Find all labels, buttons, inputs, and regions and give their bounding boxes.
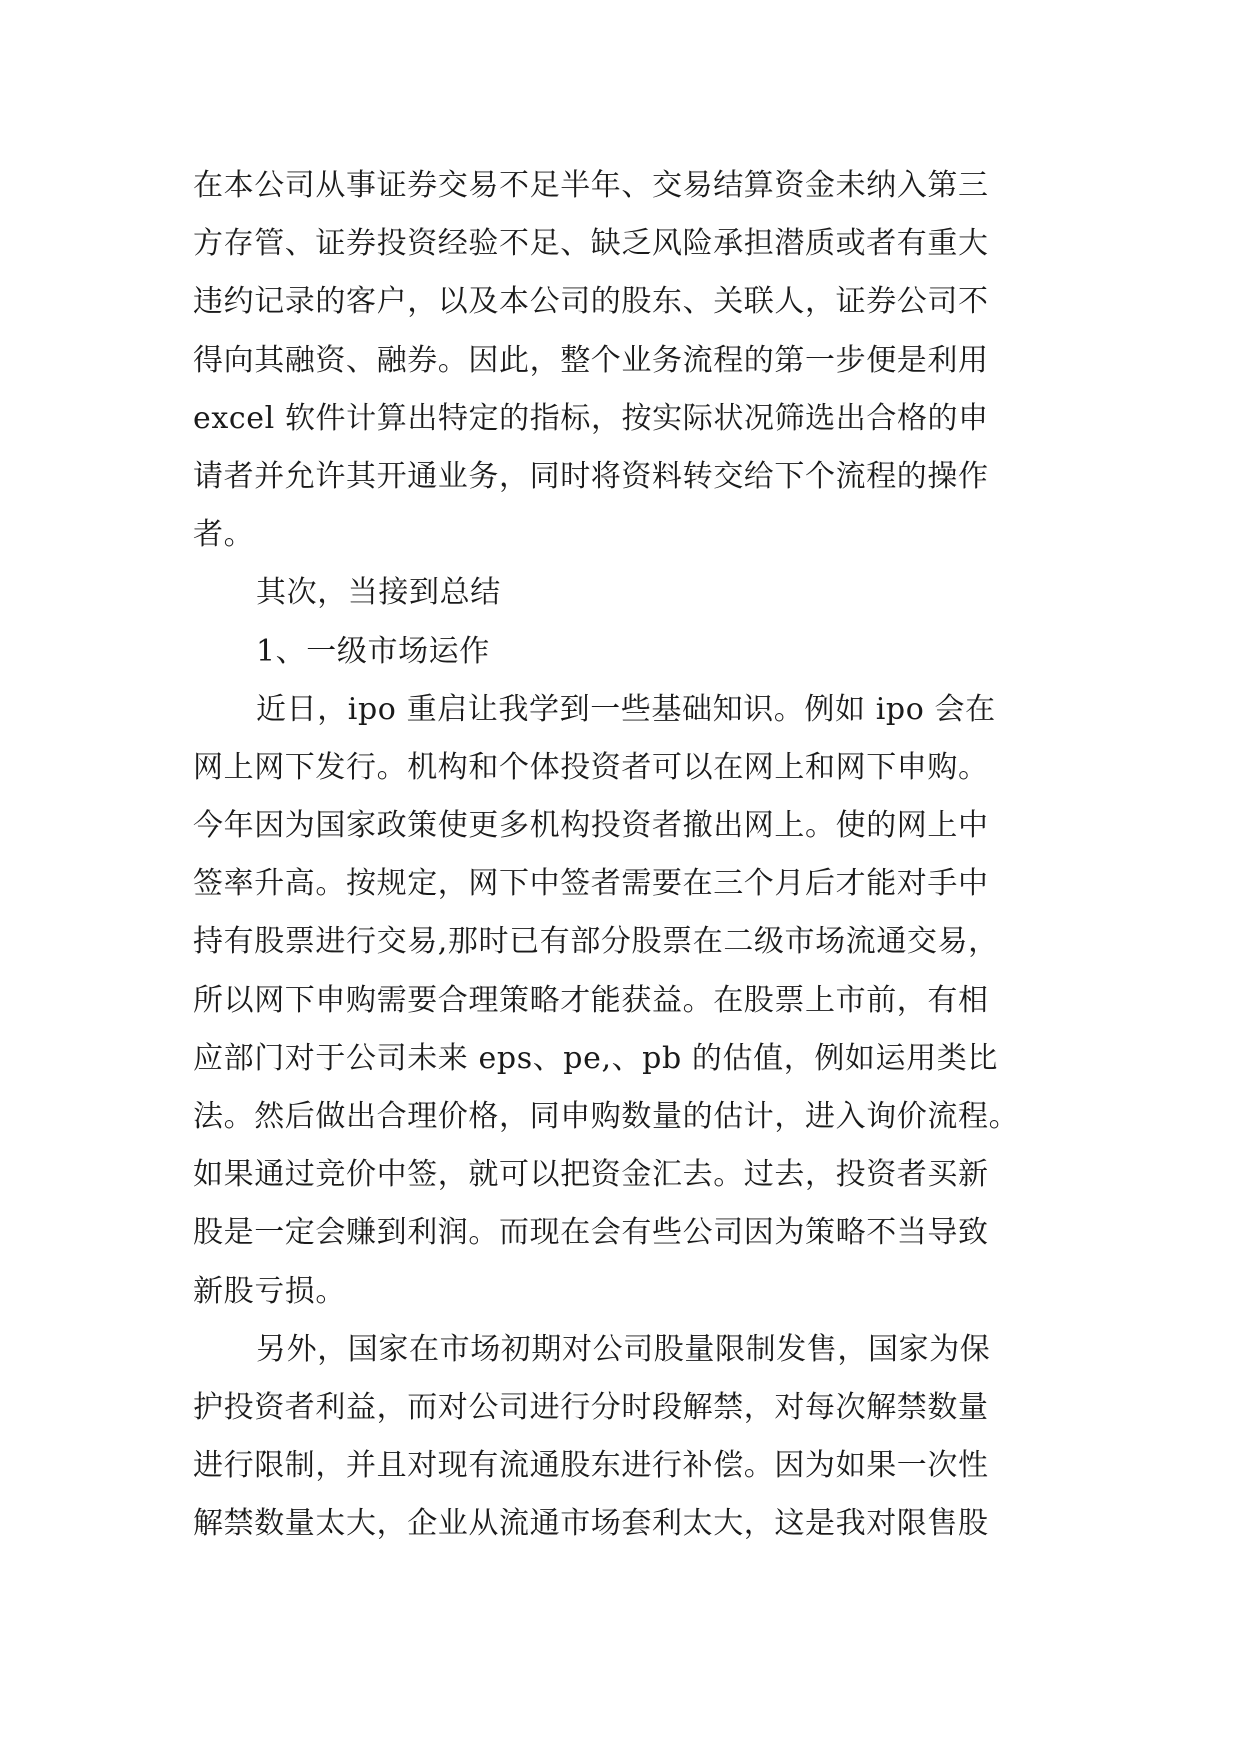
- text-line: 法。然后做出合理价格，同申购数量的估计，进入询价流程。: [193, 1099, 1020, 1134]
- text-line: 持有股票进行交易,那时已有部分股票在二级市场流通交易，: [193, 924, 999, 960]
- text-line: excel 软件计算出特定的指标，按实际状况筛选出合格的申: [193, 400, 989, 436]
- text-line: 如果通过竞价中签，就可以把资金汇去。过去，投资者买新: [193, 1157, 989, 1193]
- text-line: 护投资者利益，而对公司进行分时段解禁，对每次解禁数量: [193, 1389, 989, 1425]
- text-line: 所以网下申购需要合理策略才能获益。在股票上市前，有相: [193, 982, 989, 1018]
- text-line: 在本公司从事证券交易不足半年、交易结算资金未纳入第三: [193, 168, 989, 203]
- paragraph-start-line: 1、一级市场运作: [256, 633, 490, 669]
- text-line: 解禁数量太大，企业从流通市场套利太大，这是我对限售股: [193, 1506, 989, 1542]
- paragraph-start-line: 其次，当接到总结: [256, 575, 501, 611]
- body-text: [193, 157, 1063, 1554]
- text-line: 违约记录的客户，以及本公司的股东、关联人，证券公司不: [193, 284, 989, 320]
- text-line: 新股亏损。: [193, 1273, 346, 1309]
- text-line: 签率升高。按规定，网下中签者需要在三个月后才能对手中: [193, 866, 989, 902]
- text-line: 网上网下发行。机构和个体投资者可以在网上和网下申购。: [193, 749, 989, 785]
- text-line: 者。: [193, 517, 255, 553]
- paragraph-start-line: 近日，ipo 重启让我学到一些基础知识。例如 ipo 会在: [256, 691, 996, 727]
- text-line: 进行限制，并且对现有流通股东进行补偿。因为如果一次性: [193, 1448, 989, 1484]
- text-line: 得向其融资、融券。因此，整个业务流程的第一步便是利用: [193, 342, 989, 378]
- text-line: 股是一定会赚到利润。而现在会有些公司因为策略不当导致: [193, 1215, 989, 1251]
- paragraph-start-line: 另外，国家在市场初期对公司股量限制发售，国家为保: [256, 1331, 991, 1367]
- text-line: 今年因为国家政策使更多机构投资者撤出网上。使的网上中: [193, 808, 989, 844]
- text-line: 应部门对于公司未来 eps、pe,、pb 的估值，例如运用类比: [193, 1040, 998, 1076]
- text-line: 方存管、证券投资经验不足、缺乏风险承担潜质或者有重大: [193, 226, 989, 262]
- text-line: 请者并允许其开通业务，同时将资料转交给下个流程的操作: [193, 458, 989, 494]
